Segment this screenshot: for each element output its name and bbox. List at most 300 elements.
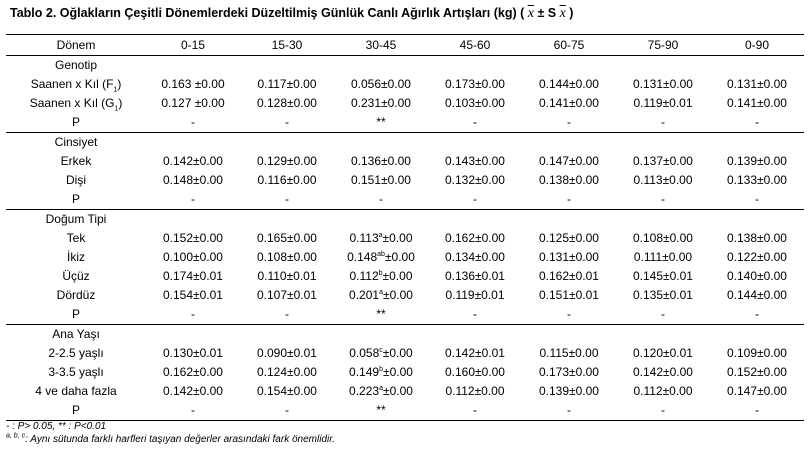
value-text: 0.110±0.01 bbox=[257, 269, 317, 283]
value-text: 0.132±0.00 bbox=[445, 173, 505, 187]
value-text: 0.142±0.01 bbox=[445, 346, 505, 360]
value-text: - bbox=[567, 403, 571, 417]
value-text: 0.152±0.00 bbox=[727, 365, 787, 379]
row-label bbox=[6, 171, 146, 190]
value-text: - bbox=[191, 403, 195, 417]
table-row bbox=[6, 152, 804, 171]
table-header-row bbox=[6, 35, 804, 56]
value-cell bbox=[710, 267, 804, 286]
value-text: 0.137±0.00 bbox=[633, 154, 693, 168]
table-row bbox=[6, 248, 804, 267]
value-cell bbox=[522, 363, 616, 382]
value-cell bbox=[146, 305, 240, 325]
value-text: 0.124±0.00 bbox=[257, 365, 317, 379]
header-cell: 60-75 bbox=[522, 35, 616, 56]
value-text: 0.145±0.01 bbox=[633, 269, 693, 283]
value-text: 0.100±0.00 bbox=[163, 250, 223, 264]
header-cell: 45-60 bbox=[428, 35, 522, 56]
empty-cell bbox=[146, 133, 240, 153]
value-text: ** bbox=[376, 115, 386, 129]
value-cell bbox=[146, 229, 240, 248]
table-row bbox=[6, 286, 804, 305]
empty-cell bbox=[240, 133, 334, 153]
value-superscript: ab bbox=[377, 251, 385, 258]
value-text: 0.090±0.01 bbox=[257, 346, 317, 360]
value-cell bbox=[240, 363, 334, 382]
value-cell bbox=[428, 190, 522, 210]
value-text: - bbox=[191, 307, 195, 321]
value-error: ±0.00 bbox=[382, 269, 413, 283]
value-cell bbox=[240, 401, 334, 421]
value-text: 0.139±0.00 bbox=[539, 384, 599, 398]
value-text: - bbox=[661, 403, 665, 417]
group-header-row bbox=[6, 133, 804, 153]
value-cell bbox=[334, 75, 428, 94]
value-cell bbox=[710, 382, 804, 401]
value-cell bbox=[522, 401, 616, 421]
footnote-significance: - : P> 0.05, ** : P<0.01 bbox=[6, 421, 107, 432]
value-text: - bbox=[285, 403, 289, 417]
value-cell bbox=[710, 344, 804, 363]
empty-cell bbox=[616, 325, 710, 345]
value-cell bbox=[522, 248, 616, 267]
table-row bbox=[6, 267, 804, 286]
value-cell bbox=[616, 267, 710, 286]
value-text: 0.128±0.00 bbox=[257, 96, 317, 110]
value-superscript: a bbox=[378, 232, 383, 239]
value-text: 0.131±0.00 bbox=[633, 77, 693, 91]
row-label bbox=[6, 190, 146, 210]
caption-xbar: $\overline{x}$ bbox=[527, 6, 534, 21]
value-cell bbox=[522, 94, 616, 113]
value-text: 0.147±0.00 bbox=[539, 154, 599, 168]
empty-cell bbox=[428, 56, 522, 76]
value-text: 0.140±0.00 bbox=[727, 269, 787, 283]
row-label-text: P bbox=[71, 192, 80, 206]
value-cell bbox=[146, 382, 240, 401]
value-cell bbox=[616, 75, 710, 94]
group-header-row bbox=[6, 325, 804, 345]
value-cell bbox=[428, 171, 522, 190]
row-label-text: P bbox=[71, 403, 80, 417]
row-label bbox=[6, 305, 146, 325]
value-cell bbox=[240, 75, 334, 94]
table-row bbox=[6, 305, 804, 325]
value-cell bbox=[428, 94, 522, 113]
value-cell bbox=[146, 113, 240, 133]
value-text: ** bbox=[376, 403, 386, 417]
value-cell bbox=[616, 382, 710, 401]
empty-cell bbox=[522, 56, 616, 76]
header-cell: Dönem bbox=[6, 35, 146, 56]
caption-prefix: Tablo 2. bbox=[10, 6, 57, 20]
value-cell bbox=[428, 113, 522, 133]
empty-cell bbox=[522, 210, 616, 230]
caption-pm: ± S bbox=[537, 6, 557, 20]
value-cell bbox=[334, 94, 428, 113]
value-text: - bbox=[567, 192, 571, 206]
header-cell: 0-90 bbox=[710, 35, 804, 56]
value-text: 0.142±0.00 bbox=[163, 384, 223, 398]
table-row bbox=[6, 363, 804, 382]
value-text: 0.138±0.00 bbox=[539, 173, 599, 187]
group-name: Ana Yaşı bbox=[52, 327, 100, 341]
value-cell bbox=[334, 152, 428, 171]
value-text: 0.154±0.01 bbox=[163, 288, 223, 302]
row-label-text: Üçüz bbox=[62, 269, 90, 283]
table-body bbox=[6, 56, 804, 421]
value-text: - bbox=[661, 115, 665, 129]
value-text: 0.119±0.01 bbox=[445, 288, 505, 302]
row-label bbox=[6, 286, 146, 305]
row-label-text: 3-3.5 yaşlı bbox=[48, 365, 104, 379]
value-cell bbox=[616, 113, 710, 133]
value-text: 0.116±0.00 bbox=[257, 173, 317, 187]
value-text: 0.134±0.00 bbox=[445, 250, 505, 264]
value-cell bbox=[616, 229, 710, 248]
row-label bbox=[6, 267, 146, 286]
value-cell bbox=[522, 344, 616, 363]
value-text: 0.103±0.00 bbox=[445, 96, 505, 110]
empty-cell bbox=[522, 325, 616, 345]
value-cell bbox=[710, 190, 804, 210]
value-text: 0.138±0.00 bbox=[727, 231, 787, 245]
value-text: 0.147±0.00 bbox=[727, 384, 787, 398]
data-table bbox=[6, 34, 804, 421]
table-row bbox=[6, 113, 804, 133]
value-text: 0.152±0.00 bbox=[163, 231, 223, 245]
value-text: ** bbox=[376, 307, 386, 321]
row-label-sub: 1 bbox=[114, 105, 119, 113]
value-text: 0.108±0.00 bbox=[257, 250, 317, 264]
value-text: 0.162±0.00 bbox=[445, 231, 505, 245]
value-cell bbox=[146, 286, 240, 305]
empty-cell bbox=[240, 325, 334, 345]
empty-cell bbox=[710, 56, 804, 76]
value-text: 0.131±0.00 bbox=[539, 250, 599, 264]
value-text: - bbox=[473, 192, 477, 206]
value-text: 0.163 ±0.00 bbox=[161, 77, 225, 91]
value-cell bbox=[240, 94, 334, 113]
value-cell bbox=[710, 305, 804, 325]
value-cell bbox=[428, 305, 522, 325]
value-text: 0.111±0.00 bbox=[633, 250, 693, 264]
value-cell bbox=[334, 344, 428, 363]
row-label-text: İkiz bbox=[67, 250, 85, 264]
value-cell bbox=[334, 229, 428, 248]
row-label-sub: 1 bbox=[113, 86, 118, 94]
value-cell bbox=[334, 171, 428, 190]
value-cell bbox=[334, 286, 428, 305]
value-text: - bbox=[661, 192, 665, 206]
value-cell bbox=[334, 382, 428, 401]
value-text: 0.148±0.00 bbox=[163, 173, 223, 187]
footnote-letters-sup: a, b, c bbox=[6, 432, 26, 440]
value-text: 0.056±0.00 bbox=[351, 77, 411, 91]
empty-cell bbox=[146, 56, 240, 76]
table-row bbox=[6, 94, 804, 113]
value-text: 0.141±0.00 bbox=[539, 96, 599, 110]
table-row bbox=[6, 344, 804, 363]
value-cell bbox=[428, 401, 522, 421]
row-label bbox=[6, 113, 146, 133]
empty-cell bbox=[710, 325, 804, 345]
row-label bbox=[6, 382, 146, 401]
value-text: 0.160±0.00 bbox=[445, 365, 505, 379]
value-cell bbox=[710, 286, 804, 305]
value-cell bbox=[710, 248, 804, 267]
value-text: 0.144±0.00 bbox=[539, 77, 599, 91]
value-cell bbox=[710, 363, 804, 382]
row-label-text: Saanen x Kıl (F bbox=[30, 77, 114, 91]
value-text: 0.151±0.00 bbox=[351, 173, 411, 187]
value-cell bbox=[522, 75, 616, 94]
value-text: - bbox=[661, 307, 665, 321]
value-text: 0.112 bbox=[349, 269, 379, 283]
empty-cell bbox=[616, 210, 710, 230]
value-text: 0.144±0.00 bbox=[727, 288, 787, 302]
value-cell bbox=[616, 305, 710, 325]
value-text: 0.162±0.00 bbox=[163, 365, 223, 379]
row-label bbox=[6, 401, 146, 421]
value-text: - bbox=[473, 307, 477, 321]
caption-xbar-2: $\overline{x}$ bbox=[559, 6, 566, 21]
value-text: 0.107±0.01 bbox=[257, 288, 317, 302]
row-label bbox=[6, 248, 146, 267]
value-cell bbox=[240, 171, 334, 190]
empty-cell bbox=[334, 325, 428, 345]
table-row bbox=[6, 75, 804, 94]
row-label-text: Tek bbox=[66, 231, 86, 245]
value-cell bbox=[428, 152, 522, 171]
value-cell bbox=[146, 401, 240, 421]
header-cell: 0-15 bbox=[146, 35, 240, 56]
row-label-text: Dişi bbox=[66, 173, 86, 187]
empty-cell bbox=[616, 56, 710, 76]
header-cell: 30-45 bbox=[334, 35, 428, 56]
value-cell bbox=[146, 190, 240, 210]
value-cell bbox=[616, 190, 710, 210]
empty-cell bbox=[428, 325, 522, 345]
value-text: 0.120±0.01 bbox=[633, 346, 693, 360]
caption-text: Oğlakların Çeşitli Dönemlerdeki Düzeltilmiş Günlük Canlı Ağırlık Artışları (kg) ( bbox=[59, 6, 525, 20]
value-text: - bbox=[567, 115, 571, 129]
value-text: 0.223 bbox=[349, 384, 380, 398]
value-cell bbox=[428, 248, 522, 267]
value-cell bbox=[334, 305, 428, 325]
value-text: 0.125±0.00 bbox=[539, 231, 599, 245]
row-label bbox=[6, 94, 146, 113]
empty-cell bbox=[428, 210, 522, 230]
value-cell bbox=[710, 94, 804, 113]
value-cell bbox=[522, 190, 616, 210]
empty-cell bbox=[710, 133, 804, 153]
empty-cell bbox=[616, 133, 710, 153]
value-text: 0.122±0.00 bbox=[727, 250, 787, 264]
value-cell bbox=[240, 152, 334, 171]
value-cell bbox=[146, 75, 240, 94]
value-text: - bbox=[755, 192, 759, 206]
caption-close: ) bbox=[569, 6, 574, 20]
value-text: 0.154±0.00 bbox=[257, 384, 317, 398]
empty-cell bbox=[146, 210, 240, 230]
value-cell bbox=[522, 305, 616, 325]
group-name: Cinsiyet bbox=[54, 135, 98, 149]
value-text: - bbox=[191, 115, 195, 129]
empty-cell bbox=[334, 210, 428, 230]
value-cell bbox=[240, 344, 334, 363]
value-text: 0.130±0.01 bbox=[163, 346, 223, 360]
value-text: 0.173±0.00 bbox=[539, 365, 599, 379]
group-header-row bbox=[6, 56, 804, 76]
value-cell bbox=[710, 171, 804, 190]
value-cell bbox=[334, 267, 428, 286]
value-error: ±0.00 bbox=[382, 288, 413, 302]
value-cell bbox=[240, 190, 334, 210]
value-text: - bbox=[285, 192, 289, 206]
table-caption bbox=[10, 6, 573, 22]
row-label bbox=[6, 152, 146, 171]
value-text: 0.201 bbox=[349, 288, 380, 302]
empty-cell bbox=[428, 133, 522, 153]
row-label-text: 4 ve daha fazla bbox=[35, 384, 117, 398]
value-text: 0.113 bbox=[349, 231, 379, 245]
value-text: 0.139±0.00 bbox=[727, 154, 787, 168]
value-error: ±0.00 bbox=[382, 231, 413, 245]
value-cell bbox=[428, 286, 522, 305]
value-cell bbox=[428, 75, 522, 94]
value-cell bbox=[334, 401, 428, 421]
value-text: - bbox=[191, 192, 195, 206]
value-error: ±0.00 bbox=[382, 365, 413, 379]
value-text: 0.149 bbox=[349, 365, 380, 379]
value-text: 0.119±0.01 bbox=[633, 96, 693, 110]
value-cell bbox=[522, 267, 616, 286]
row-label bbox=[6, 75, 146, 94]
value-cell bbox=[240, 305, 334, 325]
value-cell bbox=[710, 113, 804, 133]
value-text: 0.151±0.01 bbox=[539, 288, 599, 302]
value-cell bbox=[616, 248, 710, 267]
row-label-text: Saanen x Kıl (G bbox=[29, 96, 115, 110]
row-label-end: ) bbox=[117, 77, 122, 91]
value-error: ±0.00 bbox=[382, 346, 413, 360]
value-cell bbox=[240, 229, 334, 248]
empty-cell bbox=[334, 133, 428, 153]
value-cell bbox=[334, 363, 428, 382]
value-text: - bbox=[755, 115, 759, 129]
value-text: - bbox=[285, 115, 289, 129]
value-cell bbox=[240, 267, 334, 286]
empty-cell bbox=[240, 210, 334, 230]
value-cell bbox=[616, 363, 710, 382]
row-label-text: 2-2.5 yaşlı bbox=[48, 346, 104, 360]
value-cell bbox=[522, 286, 616, 305]
value-cell bbox=[240, 248, 334, 267]
value-cell bbox=[522, 229, 616, 248]
row-label-text: Dördüz bbox=[56, 288, 96, 302]
value-text: 0.109±0.00 bbox=[727, 346, 787, 360]
value-text: 0.173±0.00 bbox=[445, 77, 505, 91]
empty-cell bbox=[522, 133, 616, 153]
row-label-end: ) bbox=[118, 96, 123, 110]
value-text: - bbox=[285, 307, 289, 321]
value-text: 0.127 ±0.00 bbox=[161, 96, 225, 110]
value-cell bbox=[334, 190, 428, 210]
value-text: 0.148 bbox=[347, 250, 378, 264]
empty-cell bbox=[240, 56, 334, 76]
value-text: 0.131±0.00 bbox=[727, 77, 787, 91]
footnote-letters bbox=[6, 434, 335, 445]
value-text: 0.136±0.00 bbox=[351, 154, 411, 168]
value-cell bbox=[616, 401, 710, 421]
value-text: 0.108±0.00 bbox=[633, 231, 693, 245]
value-cell bbox=[146, 363, 240, 382]
value-cell bbox=[522, 382, 616, 401]
row-label-text: P bbox=[71, 115, 80, 129]
empty-cell bbox=[146, 325, 240, 345]
value-cell bbox=[334, 113, 428, 133]
value-text: 0.136±0.01 bbox=[445, 269, 505, 283]
value-text: 0.142±0.00 bbox=[163, 154, 223, 168]
value-text: - bbox=[473, 115, 477, 129]
row-label bbox=[6, 229, 146, 248]
value-cell bbox=[522, 171, 616, 190]
row-label bbox=[6, 363, 146, 382]
value-text: 0.133±0.00 bbox=[727, 173, 787, 187]
table-row bbox=[6, 229, 804, 248]
value-text: 0.135±0.01 bbox=[633, 288, 693, 302]
value-error: ±0.00 bbox=[382, 384, 413, 398]
value-superscript: a bbox=[379, 289, 383, 296]
value-text: 0.231±0.00 bbox=[351, 96, 411, 110]
value-cell bbox=[146, 94, 240, 113]
value-superscript: c bbox=[379, 347, 383, 354]
group-name: Genotip bbox=[54, 58, 98, 72]
table-row bbox=[6, 190, 804, 210]
value-cell bbox=[146, 152, 240, 171]
value-cell bbox=[616, 171, 710, 190]
value-text: 0.112±0.00 bbox=[445, 384, 505, 398]
value-cell bbox=[428, 363, 522, 382]
value-cell bbox=[616, 344, 710, 363]
value-text: - bbox=[379, 192, 383, 206]
value-text: 0.143±0.00 bbox=[445, 154, 505, 168]
value-cell bbox=[334, 248, 428, 267]
empty-cell bbox=[334, 56, 428, 76]
value-cell bbox=[710, 75, 804, 94]
value-cell bbox=[146, 344, 240, 363]
value-cell bbox=[616, 286, 710, 305]
value-cell bbox=[710, 229, 804, 248]
value-text: 0.141±0.00 bbox=[727, 96, 787, 110]
value-text: - bbox=[755, 307, 759, 321]
row-label bbox=[6, 344, 146, 363]
value-text: - bbox=[567, 307, 571, 321]
value-text: 0.174±0.01 bbox=[163, 269, 223, 283]
value-cell bbox=[710, 152, 804, 171]
value-text: 0.112±0.00 bbox=[633, 384, 693, 398]
value-cell bbox=[146, 267, 240, 286]
value-cell bbox=[240, 382, 334, 401]
value-cell bbox=[146, 248, 240, 267]
value-cell bbox=[428, 229, 522, 248]
row-label-text: Erkek bbox=[60, 154, 92, 168]
value-cell bbox=[146, 171, 240, 190]
header-cell: 15-30 bbox=[240, 35, 334, 56]
table-row bbox=[6, 401, 804, 421]
value-text: 0.113±0.00 bbox=[633, 173, 693, 187]
